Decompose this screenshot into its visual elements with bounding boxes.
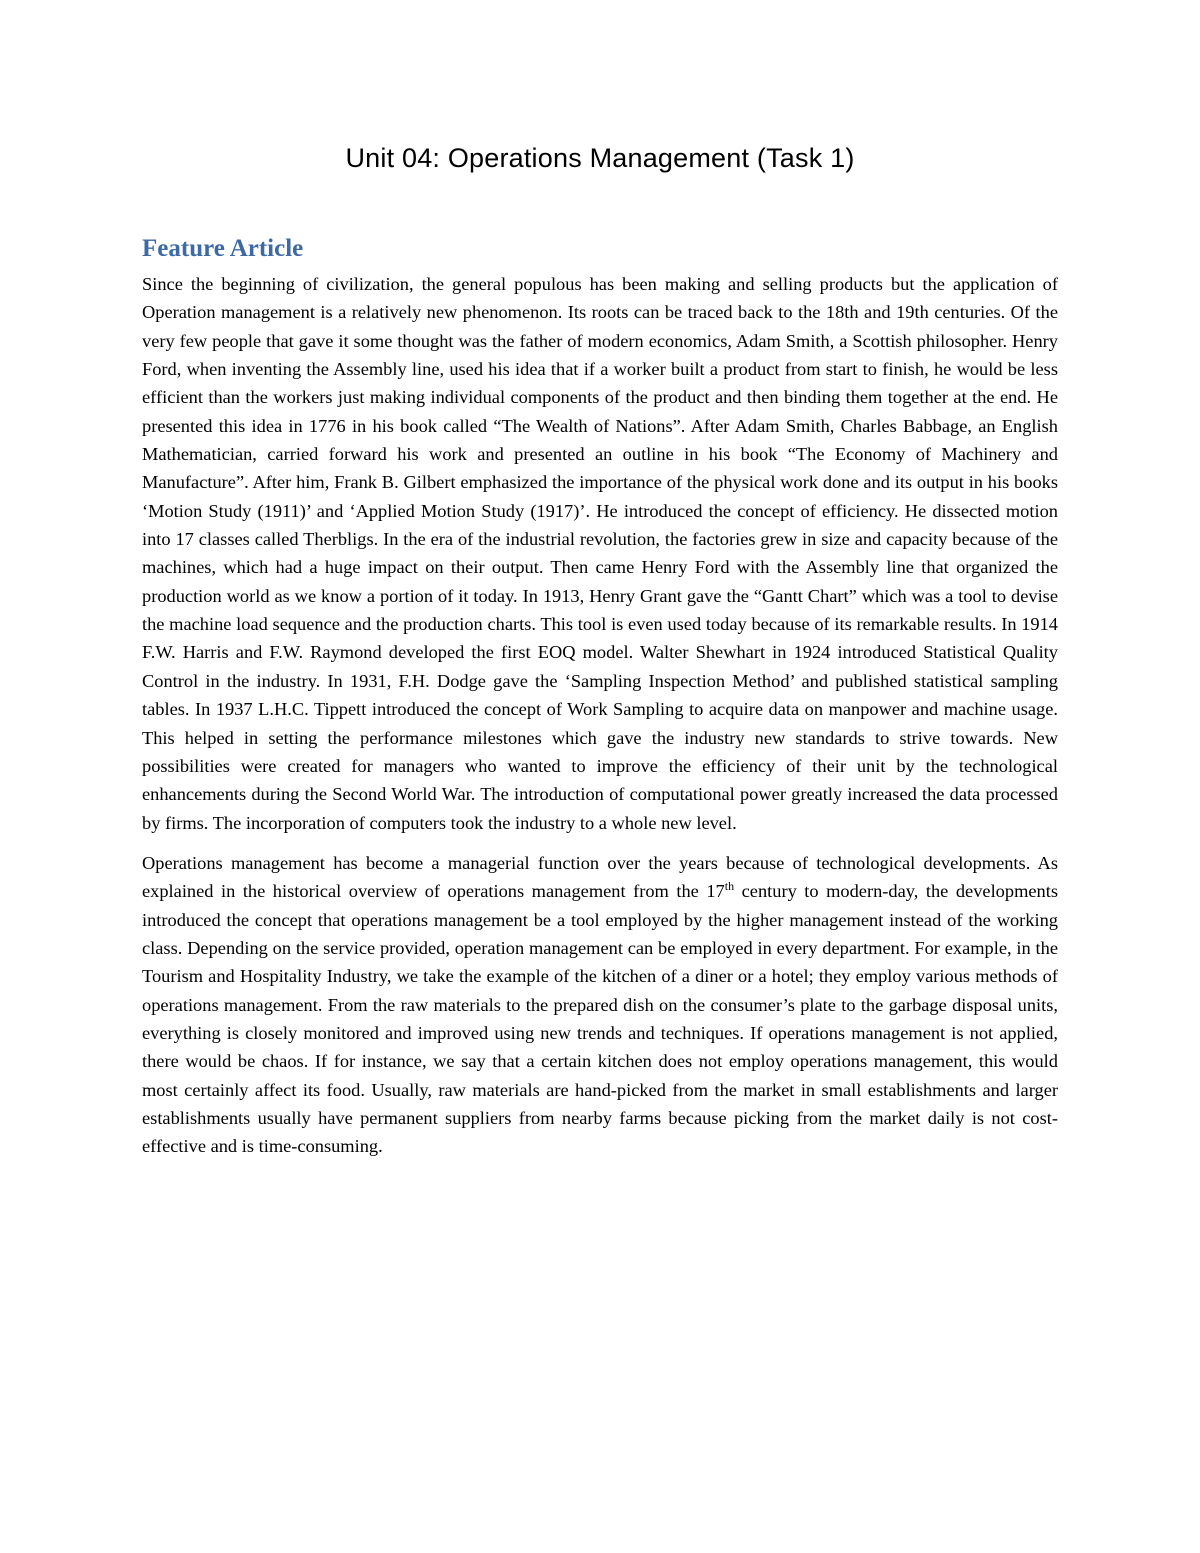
- section-heading: Feature Article: [142, 235, 304, 262]
- document-body: [142, 230, 1058, 1161]
- paragraph-history: Since the beginning of civilization, the general populous has been making and selling products but the application of Operation management is a relatively new phenomenon. Its roots can be traced back to the 18th and 19th centuries. Of the very few people that gave it some thought was the father of modern economics, Adam Smith, a Scottish philosopher. Henry Ford, when inventing the Assembly line, used his idea that if a worker built a product from start to finish, he would be less efficient than the workers just making individual components of the product and then binding them together at the end. He presented this idea in 1776 in his book called “The Wealth of Nations”. After Adam Smith, Charles Babbage, an English Mathematician, carried forward his work and presented an outline in his book “The Economy of Machinery and Manufacture”. After him, Frank B. Gilbert emphasized the importance of the physical work done and its output in his books ‘Motion Study (1911)’ and ‘Applied Motion Study (1917)’. He introduced the concept of efficiency. He dissected motion into 17 classes called Therbligs. In the era of the industrial revolution, the factories grew in size and capacity because of the machines, which had a huge impact on their output. Then came Henry Ford with the Assembly line that organized the production world as we know a portion of it today. In 1913, Henry Grant gave the “Gantt Chart” which was a tool to devise the machine load sequence and the production charts. This tool is even used today because of its remarkable results. In 1914 F.W. Harris and F.W. Raymond developed the first EOQ model. Walter Shewhart in 1924 introduced Statistical Quality Control in the industry. In 1931, F.H. Dodge gave the ‘Sampling Inspection Method’ and published statistical sampling tables. In 1937 L.H.C. Tippett introduced the concept of Work Sampling to acquire data on manpower and machine usage. This helped in setting the performance milestones which gave the industry new standards to strive towards. New possibilities were created for managers who wanted to improve the efficiency of their unit by the technological enhancements during the Second World War. The introduction of computational power greatly increased the data processed by firms. The incorporation of computers took the industry to a whole new level.: [142, 274, 1058, 833]
- page-title: Unit 04: Operations Management (Task 1): [345, 143, 855, 173]
- ordinal-superscript: th: [724, 879, 735, 894]
- paragraph-managerial-function: [142, 849, 1058, 1161]
- paragraph-text-start: Operations management has become a managerial function over the years because of technological developments. As explained in the historical overview of operations management from the 17: [142, 852, 1058, 902]
- paragraph-text-end: century to modern-day, the developments introduced the concept that operations management be a tool employed by the higher management instead of the working class. Depending on the service provided, operation management can be employed in every department. For example, in the Tourism and Hospitality Industry, we take the example of the kitchen of a diner or a hotel; they employ various methods of operations management. From the raw materials to the prepared dish on the consumer’s plate to the garbage disposal units, everything is closely monitored and improved using new trends and techniques. If operations management is not applied, there would be chaos. If for instance, we say that a certain kitchen does not employ operations management, this would most certainly affect its food. Usually, raw materials are hand-picked from the market in small establishments and larger establishments usually have permanent suppliers from nearby farms because picking from the market daily is not cost-effective and is time-consuming.: [142, 881, 1059, 1157]
